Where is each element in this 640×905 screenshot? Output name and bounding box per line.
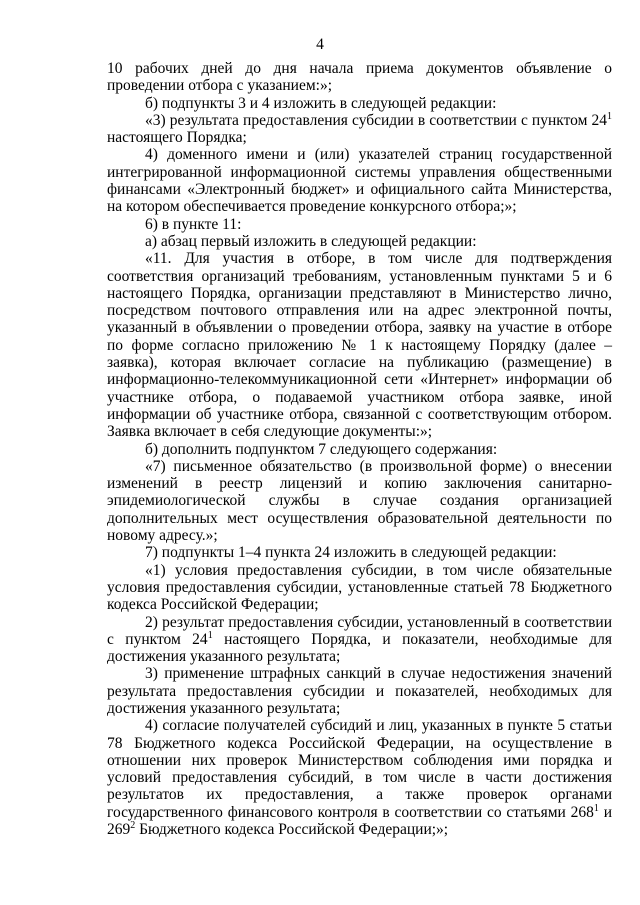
paragraph-6: а) абзац первый изложить в следующей редакции: — [145, 232, 477, 250]
paragraph-12-text-a: 2) результат предоставления субсидии, установленный в соответствии с пунктом 24 — [107, 613, 612, 648]
paragraph-13: 3) применение штрафных санкций в случае недостижения значений результата предоставления субсидии и показателей, необходимых для достижения указанного результата; — [107, 665, 612, 717]
paragraph-14-text-b: и 269 — [107, 803, 612, 839]
paragraph-7: «11. Для участия в отборе, в том числе для подтверждения соответствия организаций требованиям, установленным пунктами 5 и 6 настоящего Порядка, организации представляют в Министерство лично, посредством почтового отправления или на адрес электронной почты, указанный в объявлении о проведении отбора, заявку на участие в отборе по форме согласно приложению № 1 к настоящему Порядку (далее – заявка), которая включает согласие на публикацию (размещение) в информационно-телекоммуникационной сети «Интернет» информации об участнике отбора, о подаваемой участником отбора заявке, иной информации об участнике отбора, связанной с соответствующим отбором. Заявка включает в себя следующие документы:»; — [107, 250, 612, 441]
paragraph-12 — [107, 614, 612, 666]
paragraph-3-text-a: «3) результата предоставления субсидии в соответствии с пунктом 24 — [145, 111, 607, 129]
paragraph-9: «7) письменное обязательство (в произвольной форме) о внесении изменений в реестр лицензий и копию заключения санитарно-эпидемиологической службы в случае создания организацией дополнительных мест осуществления образовательной деятельности по новому адресу.»; — [107, 457, 612, 545]
paragraph-5: 6) в пункте 11: — [145, 215, 242, 233]
superscript: 1 — [607, 110, 612, 122]
document-body — [107, 60, 612, 838]
paragraph-12-text-b: настоящего Порядка, и показатели, необходимые для достижения указанного результата; — [107, 630, 612, 666]
paragraph-10: 7) подпункты 1–4 пункта 24 изложить в следующей редакции: — [145, 544, 557, 562]
page-number: 4 — [316, 36, 324, 53]
paragraph-3-text-b: настоящего Порядка; — [107, 129, 247, 147]
superscript: 2 — [130, 820, 136, 832]
paragraph-11: «1) условия предоставления субсидии, в том числе обязательные условия предоставления субсидии, установленные статьей 78 Бюджетного кодекса Российской Федерации; — [107, 561, 612, 614]
paragraph-4: 4) доменного имени и (или) указателей страниц государственной интегрированной информационной системы управления общественными финансами «Электронный бюджет» и официального сайта Министерства, на котором обеспечивается проведение конкурсного отбора;»; — [107, 146, 612, 216]
paragraph-14-text-a: 4) согласие получателей субсидий и лиц, указанных в пункте 5 статьи 78 Бюджетного кодекса Российской Федерации, на осуществление в отношении них проверок Министерством соблюдения ими порядка и условий предоставления субсидий, в том числе в части достижения результатов их предоставления, а также проверок органами государственного финансового контроля в соответствии со статьями 268 — [107, 717, 612, 821]
paragraph-2: б) подпункты 3 и 4 изложить в следующей редакции: — [145, 94, 497, 112]
paragraph-1: 10 рабочих дней до дня начала приема документов объявление о проведении отбора с указанием:»; — [107, 60, 612, 95]
paragraph-3 — [107, 112, 612, 147]
superscript: 1 — [593, 802, 599, 814]
paragraph-14-text-c: Бюджетного кодекса Российской Федерации;»; — [135, 821, 449, 839]
paragraph-8: б) дополнить подпунктом 7 следующего содержания: — [145, 440, 498, 458]
superscript: 1 — [207, 629, 213, 641]
paragraph-14 — [107, 717, 612, 838]
